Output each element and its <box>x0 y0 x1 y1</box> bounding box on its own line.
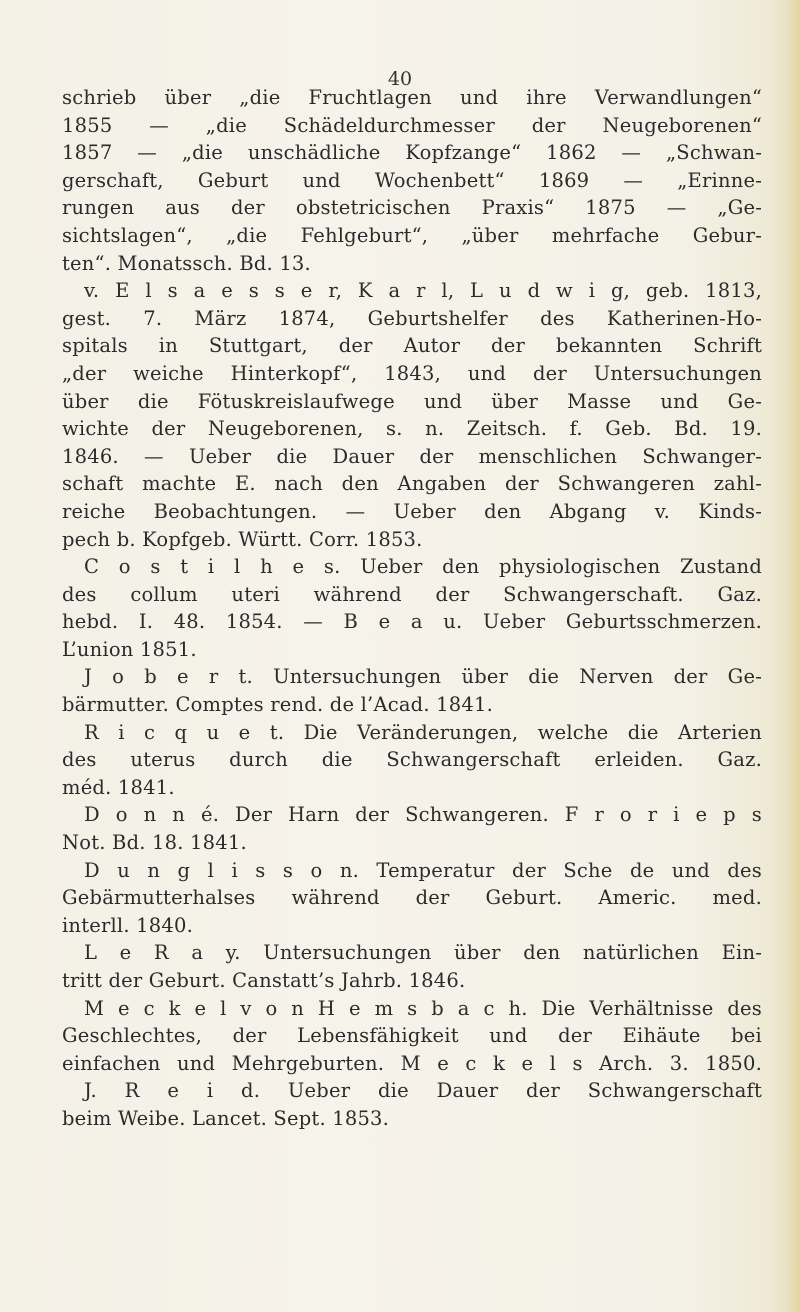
text-line: schrieb über „die Fruchtlagen und ihre Verwandlungen“ <box>62 86 762 109</box>
text-line: einfachen und Mehrgeburten. M e c k e l s Arch. 3. 1850. <box>62 1051 762 1075</box>
text-line: J. R e i d. Ueber die Dauer der Schwangerschaft <box>84 1079 762 1103</box>
text-line: v. E l s a e s s e r, K a r l, L u d w i g, geb. 1813, <box>84 279 762 303</box>
body-text <box>62 84 762 1133</box>
text-line: hebd. I. 48. 1854. — B e a u. Ueber Geburtsschmerzen. <box>62 610 762 634</box>
text-line: 1855 — „die Schädeldurchmesser der Neugeborenen“ <box>62 113 762 137</box>
text-line: sichtslagen“, „die Fehlgeburt“, „über mehrfache Gebur- <box>62 223 762 247</box>
text-line: C o s t i l h e s. Ueber den physiologischen Zustand <box>84 555 762 579</box>
text-line: M e c k e l v o n H e m s b a c h. Die Verhältnisse des <box>84 996 762 1020</box>
text-line: interll. 1840. <box>62 913 193 937</box>
page-edge-shading <box>786 0 800 1312</box>
page-number: 40 <box>387 68 413 90</box>
text-line: D o n n é. Der Harn der Schwangeren. F r o r i e p s <box>84 803 762 827</box>
text-line: beim Weibe. Lancet. Sept. 1853. <box>62 1106 390 1130</box>
text-line: L e R a y. Untersuchungen über den natürlichen Ein- <box>84 941 762 965</box>
text-line: D u n g l i s s o n. Temperatur der Sche de und des <box>84 858 762 882</box>
text-line: L’union 1851. <box>62 637 197 661</box>
text-line: spitals in Stuttgart, der Autor der bekannten Schrift <box>62 334 762 358</box>
text-line: ten“. Monatssch. Bd. 13. <box>62 251 311 275</box>
text-line: „der weiche Hinterkopf“, 1843, und der Untersuchungen <box>62 361 762 385</box>
text-line: Geschlechtes, der Lebensfähigkeit und der Eihäute bei <box>62 1024 762 1048</box>
text-line: des uterus durch die Schwangerschaft erleiden. Gaz. <box>62 748 762 772</box>
text-line: rungen aus der obstetricischen Praxis“ 1875 — „Ge- <box>62 196 762 220</box>
text-line: wichte der Neugeborenen, s. n. Zeitsch. f. Geb. Bd. 19. <box>62 417 762 441</box>
text-line: über die Fötuskreislaufwege und über Masse und Ge- <box>62 389 762 413</box>
text-line: J o b e r t. Untersuchungen über die Nerven der Ge- <box>84 665 762 689</box>
text-line: reiche Beobachtungen. — Ueber den Abgang v. Kinds- <box>62 499 762 523</box>
text-line: 1846. — Ueber die Dauer der menschlichen Schwanger- <box>62 444 762 468</box>
text-line: Not. Bd. 18. 1841. <box>62 831 247 855</box>
text-line: pech b. Kopfgeb. Württ. Corr. 1853. <box>62 527 423 551</box>
text-line: 1857 — „die unschädliche Kopfzange“ 1862 — „Schwan- <box>62 141 762 165</box>
text-line: tritt der Geburt. Canstatt’s Jahrb. 1846. <box>62 969 466 992</box>
text-line: schaft machte E. nach den Angaben der Schwangeren zahl- <box>62 472 762 496</box>
text-line: méd. 1841. <box>62 775 175 799</box>
text-line: des collum uteri während der Schwangerschaft. Gaz. <box>62 582 762 606</box>
text-line: gest. 7. März 1874, Geburtshelfer des Katherinen-Ho- <box>62 306 762 330</box>
text-line: gerschaft, Geburt und Wochenbett“ 1869 — „Erinne- <box>62 168 762 192</box>
text-line: Gebärmutterhalses während der Geburt. Americ. med. <box>62 886 762 910</box>
text-line: R i c q u e t. Die Veränderungen, welche die Arterien <box>84 720 762 744</box>
text-line: bärmutter. Comptes rend. de l’Acad. 1841. <box>62 693 493 717</box>
